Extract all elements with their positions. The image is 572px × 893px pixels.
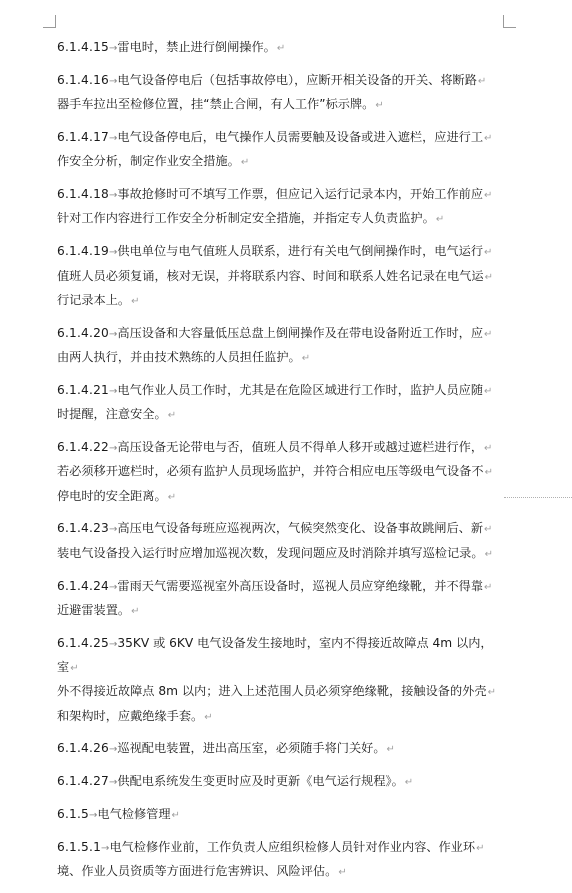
paragraph-mark-icon: ↵ bbox=[338, 867, 347, 879]
paragraph-mark-icon: ↵ bbox=[276, 43, 286, 54]
clause-number: 6.1.4.25 bbox=[57, 635, 109, 650]
clause-text-line: 值班人员必须复诵，核对无误，并将联系内容、时间和联系人姓名记录在电气运 bbox=[57, 268, 484, 283]
clause-paragraph bbox=[57, 517, 502, 566]
clause-text-line: 器手车拉出至检修位置，挂“禁止合闸，有人工作”标示牌。 bbox=[57, 97, 375, 112]
line-break-icon: ↵ bbox=[484, 581, 493, 593]
paragraph-mark-icon: ↵ bbox=[171, 810, 180, 822]
tab-arrow-icon: → bbox=[109, 132, 118, 144]
paragraph-mark-icon: ↵ bbox=[375, 100, 384, 112]
clause-text-line: 35KV 或 6KV 电气设备发生接地时，室内不得接近故障点 4m 以内，室 bbox=[57, 635, 493, 674]
clause-paragraph bbox=[57, 36, 502, 60]
line-break-icon: ↵ bbox=[484, 190, 493, 202]
clause-number: 6.1.4.18 bbox=[57, 187, 109, 202]
clause-text-line: 作安全分析，制定作业安全措施。 bbox=[57, 154, 240, 169]
tab-arrow-icon: → bbox=[109, 581, 118, 593]
crop-mark-top-left bbox=[43, 15, 56, 28]
tab-arrow-icon: → bbox=[89, 810, 98, 822]
clause-text-line: 电气检修作业前，工作负责人应组织检修人员针对作业内容、作业环 bbox=[109, 839, 476, 854]
clause-text-line: 针对工作内容进行工作安全分析制定安全措施，并指定专人负责监护。 bbox=[57, 211, 435, 226]
clause-paragraph bbox=[57, 240, 502, 313]
clause-text-line: 雷雨天气需要巡视室外高压设备时，巡视人员应穿绝缘靴，并不得靠 bbox=[117, 578, 484, 593]
paragraph-mark-icon: ↵ bbox=[240, 157, 250, 169]
clause-text-line: 外不得接近故障点 8m 以内；进入上述范围人员必须穿绝缘靴，接触设备的外壳 bbox=[57, 684, 487, 699]
clause-number: 6.1.4.16 bbox=[57, 72, 109, 87]
clause-text-line: 供配电系统发生变更时应及时更新《电气运行规程》。 bbox=[117, 774, 404, 789]
line-break-icon: ↵ bbox=[484, 385, 493, 397]
clause-text-line: 和架构时，应戴绝缘手套。 bbox=[57, 708, 204, 723]
line-break-icon: ↵ bbox=[484, 247, 493, 259]
clause-number: 6.1.5.1 bbox=[57, 839, 102, 854]
tab-arrow-icon: → bbox=[109, 247, 118, 259]
clause-text-line: 高压电气设备每班应巡视两次，气候突然变化、设备事故跳闸后、新 bbox=[117, 521, 484, 536]
clause-paragraph bbox=[57, 69, 502, 118]
clause-number: 6.1.4.23 bbox=[57, 521, 109, 536]
tab-arrow-icon: → bbox=[109, 744, 118, 756]
clause-text-line: 事故抢修时可不填写工作票，但应记入运行记录本内，开始工作前应 bbox=[117, 187, 484, 202]
clause-text-line: 电气作业人员工作时，尤其是在危险区域进行工作时，监护人员应随 bbox=[117, 382, 484, 397]
line-break-icon: ↵ bbox=[484, 132, 493, 144]
clause-text-line: 电气设备停电后，电气操作人员需要触及设备或进入遮栏，应进行工 bbox=[117, 129, 484, 144]
line-break-icon: ↵ bbox=[484, 271, 493, 283]
clause-paragraph bbox=[57, 183, 502, 232]
tab-arrow-icon: → bbox=[109, 328, 118, 340]
clause-text-line: 停电时的安全距离。 bbox=[57, 488, 167, 503]
line-break-icon: ↵ bbox=[477, 75, 487, 87]
clause-paragraph bbox=[57, 322, 502, 371]
clause-number: 6.1.4.24 bbox=[57, 578, 109, 593]
document-body bbox=[57, 36, 502, 893]
crop-mark-top-right bbox=[503, 15, 516, 28]
clause-text-line: 高压设备无论带电与否，值班人员不得单人移开或越过遮栏进行作， bbox=[117, 439, 484, 454]
tab-arrow-icon: → bbox=[109, 75, 118, 87]
paragraph-mark-icon: ↵ bbox=[404, 777, 414, 789]
line-break-icon: ↵ bbox=[484, 328, 493, 340]
paragraph-mark-icon: ↵ bbox=[131, 605, 140, 617]
margin-dotted-rule bbox=[504, 497, 572, 498]
paragraph-mark-icon: ↵ bbox=[301, 353, 311, 364]
tab-arrow-icon: → bbox=[109, 524, 118, 536]
line-break-icon: ↵ bbox=[484, 524, 493, 536]
paragraph-mark-icon: ↵ bbox=[131, 295, 140, 307]
clause-paragraph bbox=[57, 770, 502, 794]
paragraph-mark-icon: ↵ bbox=[167, 491, 177, 503]
clause-number: 6.1.4.26 bbox=[57, 741, 109, 756]
clause-number: 6.1.4.27 bbox=[57, 774, 109, 789]
line-break-icon: ↵ bbox=[484, 467, 493, 479]
clause-number: 6.1.4.17 bbox=[57, 129, 109, 144]
clause-number: 6.1.4.20 bbox=[57, 325, 109, 340]
clause-text-line: 电气检修管理 bbox=[97, 807, 171, 822]
clause-paragraph bbox=[57, 836, 502, 885]
clause-text-line: 高压设备和大容量低压总盘上倒闸操作及在带电设备附近工作时，应 bbox=[117, 325, 484, 340]
clause-text-line: 电气设备停电后（包括事故停电），应断开相关设备的开关、将断路 bbox=[117, 72, 477, 87]
tab-arrow-icon: → bbox=[109, 777, 118, 789]
clause-paragraph bbox=[57, 379, 502, 428]
clause-number: 6.1.4.21 bbox=[57, 382, 109, 397]
tab-arrow-icon: → bbox=[109, 43, 118, 54]
clause-text-line: 若必须移开遮栏时，必须有监护人员现场监护，并符合相应电压等级电气设备不 bbox=[57, 464, 484, 479]
clause-text-line: 雷电时，禁止进行倒闸操作。 bbox=[117, 40, 276, 54]
line-break-icon: ↵ bbox=[484, 442, 493, 454]
line-break-icon: ↵ bbox=[70, 663, 79, 674]
tab-arrow-icon: → bbox=[109, 190, 118, 202]
clause-text-line: 供电单位与电气值班人员联系，进行有关电气倒闸操作时，电气运行 bbox=[117, 244, 484, 259]
line-break-icon: ↵ bbox=[476, 842, 485, 854]
clause-paragraph bbox=[57, 126, 502, 175]
clause-paragraph bbox=[57, 632, 502, 729]
tab-arrow-icon: → bbox=[109, 442, 118, 454]
clause-text-line: 近避雷装置。 bbox=[57, 602, 131, 617]
clause-text-line: 境、作业人员资质等方面进行危害辨识、风险评估。 bbox=[57, 864, 338, 879]
paragraph-mark-icon: ↵ bbox=[435, 214, 445, 226]
clause-paragraph bbox=[57, 575, 502, 624]
tab-arrow-icon: → bbox=[109, 638, 118, 650]
clause-number: 6.1.4.19 bbox=[57, 244, 109, 259]
clause-text-line: 巡视配电装置，进出高压室，必须随手将门关好。 bbox=[117, 741, 386, 756]
tab-arrow-icon: → bbox=[101, 842, 110, 854]
clause-paragraph bbox=[57, 737, 502, 761]
paragraph-mark-icon: ↵ bbox=[167, 410, 177, 422]
line-break-icon: ↵ bbox=[487, 687, 496, 699]
clause-number: 6.1.4.15 bbox=[57, 40, 109, 54]
clause-number: 6.1.5 bbox=[57, 807, 90, 822]
clause-text-line: 装电气设备投入运行时应增加巡视次数，发现问题应及时消除并填写巡检记录。 bbox=[57, 545, 484, 560]
clause-text-line: 由两人执行，并由技术熟练的人员担任监护。 bbox=[57, 350, 301, 364]
tab-arrow-icon: → bbox=[109, 385, 118, 397]
paragraph-mark-icon: ↵ bbox=[386, 744, 395, 756]
clause-paragraph bbox=[57, 803, 502, 827]
paragraph-mark-icon: ↵ bbox=[204, 711, 213, 723]
clause-text-line: 时提醒，注意安全。 bbox=[57, 407, 167, 422]
paragraph-mark-icon: ↵ bbox=[484, 548, 493, 560]
clause-number: 6.1.4.22 bbox=[57, 439, 109, 454]
clause-paragraph bbox=[57, 436, 502, 509]
clause-text-line: 行记录本上。 bbox=[57, 292, 131, 307]
